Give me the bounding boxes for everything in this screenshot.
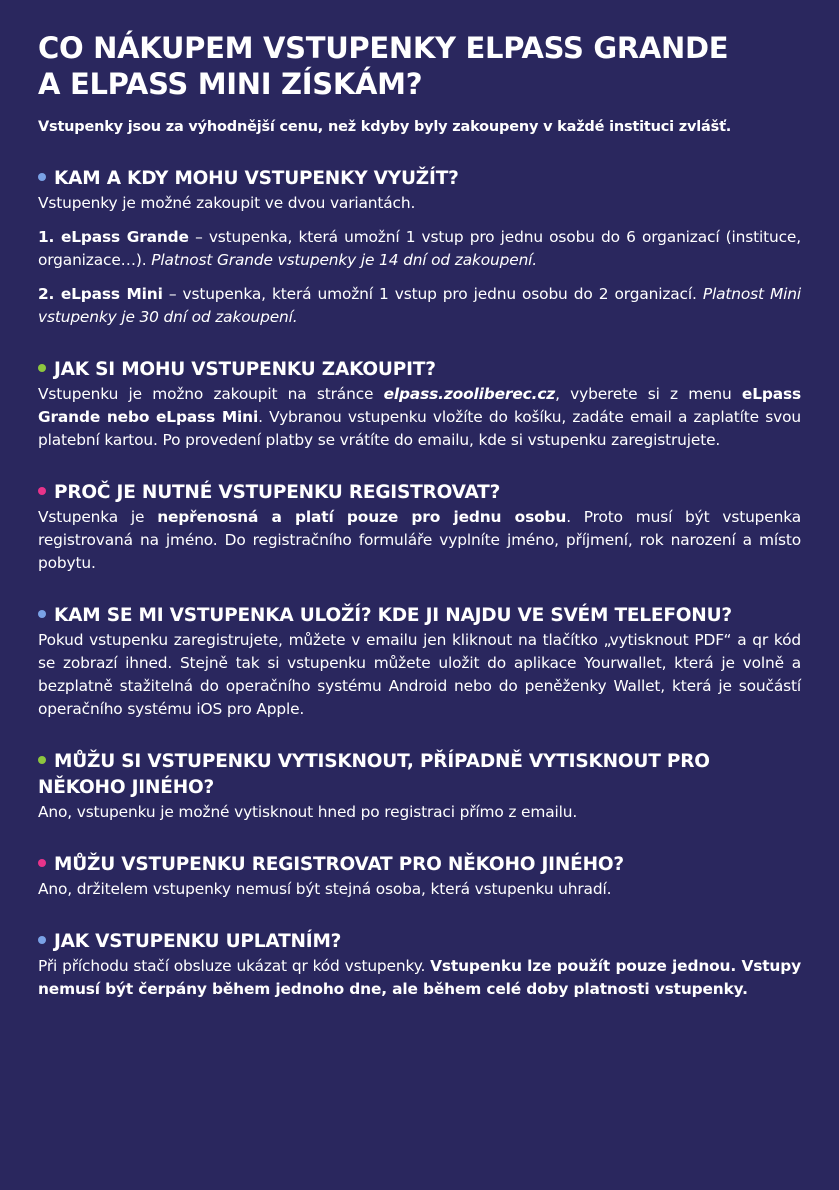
page-title — [38, 30, 801, 102]
heading-text: MŮŽU VSTUPENKU REGISTROVAT PRO NĚKOHO JINÉHO? — [54, 854, 624, 875]
section-heading — [38, 166, 801, 192]
buy-text — [38, 383, 801, 452]
section-how-to-use — [38, 929, 801, 1001]
register-text-1: Vstupenka je — [38, 508, 158, 526]
heading-text: KAM A KDY MOHU VSTUPENKY VYUŽÍT? — [54, 168, 459, 189]
heading-text: JAK SI MOHU VSTUPENKU ZAKOUPIT? — [54, 359, 436, 380]
register-text-2: . Proto musí být vstupenka registrovaná na jméno. Do registračního formuláře vyplníte jméno, příjmení, rok narození a místo pobytu. — [38, 508, 802, 572]
green-bullet-icon — [38, 756, 46, 764]
buy-text-1: Vstupenku je možno zakoupit na stránce — [38, 385, 384, 403]
section-heading — [38, 929, 801, 955]
pink-bullet-icon — [38, 487, 46, 495]
blue-bullet-icon — [38, 610, 46, 618]
green-bullet-icon — [38, 364, 46, 372]
section-why-register — [38, 480, 801, 575]
mini-label: 2. eLpass Mini — [38, 285, 163, 303]
elpass-link[interactable]: elpass.zooliberec.cz — [383, 385, 556, 403]
menu-names: eLpass Grande nebo eLpass Mini — [38, 385, 801, 426]
section-heading — [38, 357, 801, 383]
section-heading — [38, 480, 801, 506]
print-text: Ano, vstupenku je možné vytisknout hned po registraci přímo z emailu. — [38, 803, 578, 821]
grande-validity: Platnost Grande vstupenky je 14 dní od zakoupení. — [151, 251, 538, 269]
title-line-2: A ELPASS MINI ZÍSKÁM? — [38, 67, 423, 101]
mini-description — [38, 283, 801, 329]
page-subtitle: Vstupenky jsou za výhodnější cenu, než kdyby byly zakoupeny v každé instituci zvlášť. — [38, 119, 732, 135]
register-bold: nepřenosná a platí pouze pro jednu osobu — [157, 508, 567, 526]
heading-text: KAM SE MI VSTUPENKA ULOŽÍ? KDE JI NAJDU VE SVÉM TELEFONU? — [54, 605, 732, 626]
section-how-to-buy — [38, 357, 801, 452]
section-when-where — [38, 166, 801, 329]
blue-bullet-icon — [38, 936, 46, 944]
storage-text: Pokud vstupenku zaregistrujete, můžete v emailu jen kliknout na tlačítko „vytisknout PDF“ a qr kód se zobrazí ihned. Stejně tak si vstupenku můžete uložit do aplikace Yourwallet, která je volně a bezplatně stažitelná do operačního systému Android nebo do peněženky Wallet, která je součástí operačního systému iOS pro Apple. — [38, 631, 801, 718]
grande-text: – vstupenka, která umožní 1 vstup pro jednu osobu do 6 organizací (instituce, organizace…). — [38, 228, 801, 269]
section-heading — [38, 852, 801, 878]
blue-bullet-icon — [38, 173, 46, 181]
heading-text: MŮŽU SI VSTUPENKU VYTISKNOUT, PŘÍPADNĚ VYTISKNOUT PRO NĚKOHO JINÉHO? — [38, 751, 710, 798]
usage-bold: Vstupenku lze použít pouze jednou. Vstupy nemusí být čerpány během jednoho dne, ale během celé doby platnosti vstupenky. — [38, 957, 801, 998]
register-text — [38, 506, 801, 575]
other-person-text: Ano, držitelem vstupenky nemusí být stejná osoba, která vstupenku uhradí. — [38, 880, 612, 898]
section-heading — [38, 603, 801, 629]
heading-text: PROČ JE NUTNÉ VSTUPENKU REGISTROVAT? — [54, 482, 501, 503]
usage-text-1: Při příchodu stačí obsluze ukázat qr kód vstupenky. — [38, 957, 431, 975]
section-register-for-other — [38, 852, 801, 901]
pink-bullet-icon — [38, 859, 46, 867]
buy-text-2: , vyberete si z menu — [555, 385, 742, 403]
grande-description — [38, 226, 801, 272]
variants-intro: Vstupenky je možné zakoupit ve dvou variantách. — [38, 194, 416, 212]
buy-text-3: . Vybranou vstupenku vložíte do košíku, zadáte email a zaplatíte svou platební kartou. Po provedení platby se vrátíte do emailu, kde si vstupenku zaregistrujete. — [38, 408, 801, 449]
heading-text: JAK VSTUPENKU UPLATNÍM? — [54, 931, 342, 952]
usage-text — [38, 955, 801, 1001]
mini-validity: Platnost Mini vstupenky je 30 dní od zakoupení. — [38, 285, 801, 326]
title-line-1: CO NÁKUPEM VSTUPENKY ELPASS GRANDE — [38, 31, 729, 65]
mini-text: – vstupenka, která umožní 1 vstup pro jednu osobu do 2 organizací. — [162, 285, 703, 303]
grande-label: 1. eLpass Grande — [38, 228, 189, 246]
section-where-stored — [38, 603, 801, 721]
section-heading — [38, 749, 801, 801]
section-print — [38, 749, 801, 824]
